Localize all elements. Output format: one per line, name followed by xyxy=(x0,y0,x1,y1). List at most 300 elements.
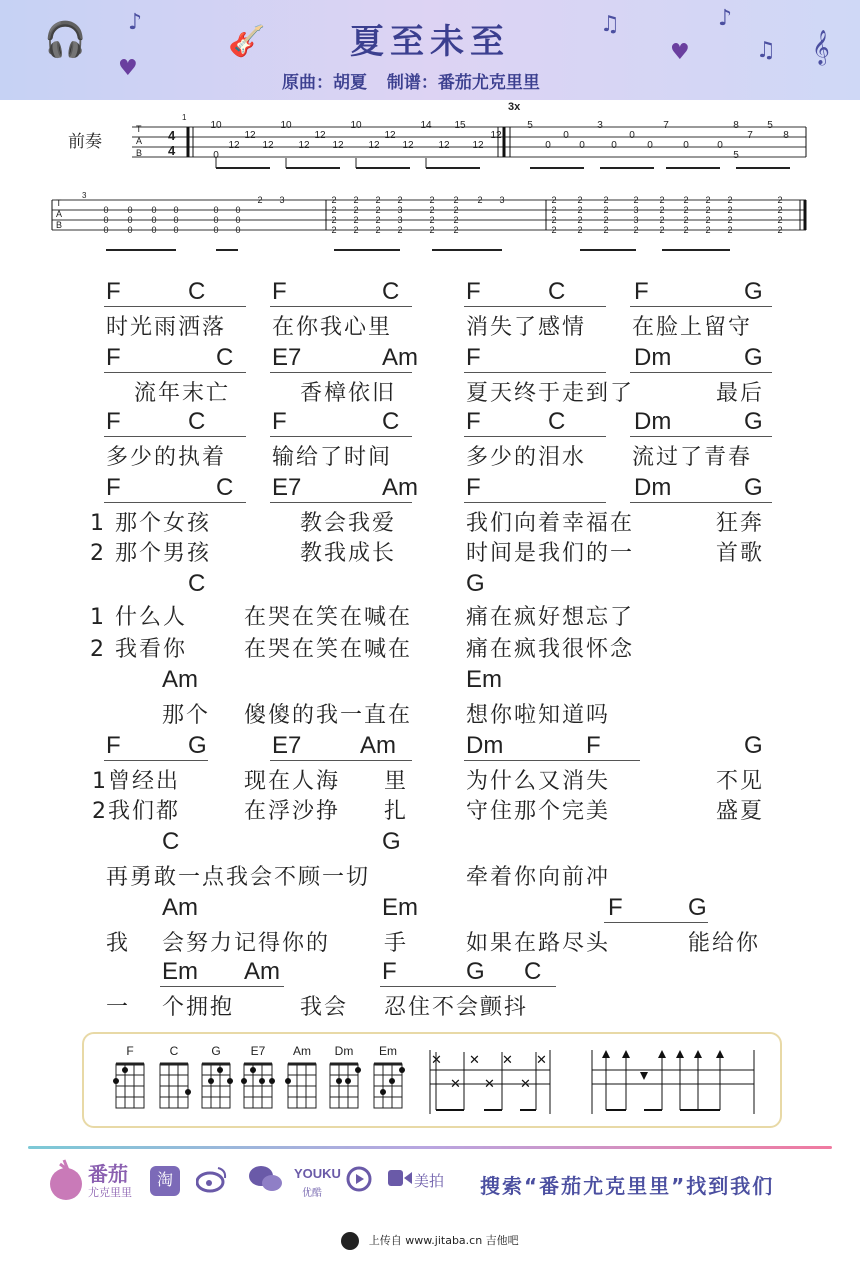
chord-label: C xyxy=(216,474,234,501)
svg-text:A: A xyxy=(56,209,63,219)
chord-label: G xyxy=(744,474,763,501)
lyric-line: 狂奔 xyxy=(716,511,765,536)
svg-text:2: 2 xyxy=(429,215,435,225)
chord-label: F xyxy=(608,894,623,921)
svg-text:2: 2 xyxy=(331,195,337,205)
taobao-icon[interactable]: 淘 xyxy=(150,1166,180,1196)
music-note-icon: ♪ xyxy=(128,10,143,35)
svg-text:2: 2 xyxy=(777,205,783,215)
svg-text:2: 2 xyxy=(777,225,783,235)
intro-label: 前奏 xyxy=(68,132,102,152)
arranger-credit: 制谱：番茄尤克里里 xyxy=(386,73,540,93)
svg-text:2: 2 xyxy=(683,225,689,235)
svg-text:14: 14 xyxy=(420,120,432,131)
tab-clef-row1 xyxy=(136,124,176,158)
strum-arrows xyxy=(602,1050,724,1080)
chord-label: G xyxy=(744,278,763,305)
svg-text:2: 2 xyxy=(683,215,689,225)
lyric-line: 傻傻的我一直在 xyxy=(244,703,413,728)
lyric-line: 为什么又消失 xyxy=(466,769,611,794)
svg-text:0: 0 xyxy=(103,215,109,225)
lyric-line: 守住那个完美 xyxy=(466,799,611,824)
youku-logo[interactable]: YOUKU xyxy=(294,1166,341,1181)
chord-underline xyxy=(630,502,772,503)
svg-text:3: 3 xyxy=(279,195,285,205)
chord-label: F xyxy=(106,278,121,305)
lyric-line: 流年末亡 xyxy=(134,381,231,406)
svg-text:B: B xyxy=(136,148,143,158)
svg-text:5: 5 xyxy=(767,120,773,131)
svg-text:12: 12 xyxy=(438,140,450,151)
svg-text:2: 2 xyxy=(453,225,459,235)
footer-divider xyxy=(28,1146,832,1149)
chord-underline xyxy=(630,306,772,307)
svg-text:2: 2 xyxy=(577,225,583,235)
lyric-line: 如果在路尽头 xyxy=(466,931,611,956)
svg-text:A: A xyxy=(136,136,143,146)
svg-text:2: 2 xyxy=(705,225,711,235)
lyric-line: 里 xyxy=(384,769,409,794)
chord-label: C xyxy=(548,278,566,305)
svg-text:12: 12 xyxy=(472,140,484,151)
svg-text:2: 2 xyxy=(429,205,435,215)
svg-text:0: 0 xyxy=(213,150,219,161)
svg-text:0: 0 xyxy=(235,205,241,215)
svg-text:0: 0 xyxy=(103,225,109,235)
chord-label: F xyxy=(466,278,481,305)
svg-text:3: 3 xyxy=(633,215,639,225)
chord-label: Am xyxy=(382,344,418,371)
lyric-line: 痛在疯好想忘了 xyxy=(466,605,635,630)
svg-text:12: 12 xyxy=(244,130,256,141)
svg-text:2: 2 xyxy=(397,195,403,205)
youku-label: 优酷 xyxy=(302,1188,322,1199)
svg-text:4: 4 xyxy=(168,128,176,143)
chord-label: C xyxy=(162,828,180,855)
chord-label: C xyxy=(188,278,206,305)
svg-text:12: 12 xyxy=(368,140,380,151)
chord-underline xyxy=(630,372,772,373)
chord-label: G xyxy=(744,408,763,435)
chord-label: F xyxy=(106,732,121,759)
upload-credit: 上传自 www.jitaba.cn 吉他吧 xyxy=(0,1232,860,1250)
svg-text:2: 2 xyxy=(603,205,609,215)
svg-text:2: 2 xyxy=(453,205,459,215)
svg-text:12: 12 xyxy=(314,130,326,141)
svg-text:2: 2 xyxy=(727,215,733,225)
chord-label: C xyxy=(216,344,234,371)
chord-underline xyxy=(270,306,412,307)
svg-text:2: 2 xyxy=(331,225,337,235)
svg-text:2: 2 xyxy=(727,195,733,205)
chord-label: F xyxy=(272,408,287,435)
chord-diagrams-graphic xyxy=(84,1034,780,1126)
lyric-line: 在哭在笑在喊在 xyxy=(244,605,413,630)
svg-text:12: 12 xyxy=(384,130,396,141)
svg-text:2: 2 xyxy=(429,195,435,205)
lyric-line: 想你啦知道吗 xyxy=(466,703,611,728)
svg-text:2: 2 xyxy=(577,195,583,205)
music-note-icon: ♫ xyxy=(756,38,776,63)
svg-text:✕: ✕ xyxy=(502,1053,513,1068)
lyric-line: 会努力记得你的 xyxy=(162,931,331,956)
lyric-line: 我们向着幸福在 xyxy=(466,511,635,536)
svg-text:12: 12 xyxy=(228,140,240,151)
svg-text:2: 2 xyxy=(727,205,733,215)
svg-text:2: 2 xyxy=(659,225,665,235)
svg-text:0: 0 xyxy=(213,225,219,235)
lyric-line: 痛在疯我很怀念 xyxy=(466,637,635,662)
treble-clef-icon: 𝄞 xyxy=(812,30,830,65)
chord-underline xyxy=(630,436,772,437)
svg-text:2: 2 xyxy=(777,195,783,205)
svg-text:2: 2 xyxy=(453,195,459,205)
svg-text:2: 2 xyxy=(633,225,639,235)
svg-text:2: 2 xyxy=(633,195,639,205)
music-note-icon: ♪ xyxy=(718,6,733,31)
chord-label: G xyxy=(744,344,763,371)
chord-label: Dm xyxy=(634,474,672,501)
svg-text:8: 8 xyxy=(783,130,789,141)
svg-text:12: 12 xyxy=(490,130,502,141)
measure-number: 1 xyxy=(182,113,187,122)
chord-label: C xyxy=(188,408,206,435)
svg-text:0: 0 xyxy=(213,215,219,225)
chord-label: Em xyxy=(382,894,418,921)
chord-label: Am xyxy=(382,474,418,501)
measure-number: 3 xyxy=(82,191,87,200)
chord-label: G xyxy=(188,732,207,759)
chord-label: F xyxy=(466,474,481,501)
chord-label: Am xyxy=(360,732,396,759)
chord-label: Am xyxy=(244,958,280,985)
lyric-line: 2我们都 xyxy=(92,799,180,824)
lyric-line: 在浮沙挣 xyxy=(244,799,341,824)
svg-text:2: 2 xyxy=(603,195,609,205)
lyric-line: 在你我心里 xyxy=(272,315,393,340)
video-icon[interactable] xyxy=(388,1168,412,1188)
brand-subtitle: 尤克里里 xyxy=(88,1187,132,1199)
svg-text:✕: ✕ xyxy=(536,1053,547,1068)
chord-underline xyxy=(104,502,246,503)
svg-text:2: 2 xyxy=(429,225,435,235)
svg-text:2: 2 xyxy=(551,225,557,235)
svg-text:0: 0 xyxy=(151,205,157,215)
svg-text:2: 2 xyxy=(375,195,381,205)
svg-text:0: 0 xyxy=(151,215,157,225)
ukulele-icon: 🎸 xyxy=(228,24,266,59)
svg-text:0: 0 xyxy=(151,225,157,235)
svg-text:2: 2 xyxy=(683,205,689,215)
svg-text:2: 2 xyxy=(577,205,583,215)
svg-text:2: 2 xyxy=(551,215,557,225)
svg-text:0: 0 xyxy=(127,215,133,225)
chord-chart: F C G E7 Am Dm Em ✕ ✕ ✕ ✕ ✕ ✕ ✕ xyxy=(82,1032,782,1128)
svg-text:T: T xyxy=(136,124,142,134)
svg-text:✕: ✕ xyxy=(469,1053,480,1068)
svg-text:0: 0 xyxy=(173,215,179,225)
ukulele-tab xyxy=(0,100,860,260)
lyric-line: 1 什么人 xyxy=(90,605,187,630)
chord-label: E7 xyxy=(272,474,302,501)
svg-text:0: 0 xyxy=(127,225,133,235)
lyric-line: 忍住不会颤抖 xyxy=(384,995,529,1020)
svg-text:4: 4 xyxy=(168,143,176,158)
lyric-line: 教会我爱 xyxy=(300,511,397,536)
svg-text:2: 2 xyxy=(727,225,733,235)
chord-underline xyxy=(464,436,606,437)
svg-text:0: 0 xyxy=(563,130,569,141)
heart-icon: ♥ xyxy=(670,40,690,65)
header-banner xyxy=(0,0,860,100)
lyric-line: 牵着你向前冲 xyxy=(466,865,611,890)
tomato-logo-icon xyxy=(46,1156,86,1202)
lyric-line: 香樟依旧 xyxy=(300,381,397,406)
svg-text:0: 0 xyxy=(127,205,133,215)
lyric-line: 我会 xyxy=(300,995,349,1020)
svg-text:0: 0 xyxy=(611,140,617,151)
svg-text:✕: ✕ xyxy=(520,1077,531,1092)
svg-text:0: 0 xyxy=(173,225,179,235)
lyric-line: 盛夏 xyxy=(716,799,765,824)
svg-text:2: 2 xyxy=(777,215,783,225)
svg-text:2: 2 xyxy=(353,205,359,215)
lyric-line: 在哭在笑在喊在 xyxy=(244,637,413,662)
svg-text:0: 0 xyxy=(545,140,551,151)
chord-label: Dm xyxy=(466,732,504,759)
svg-text:7: 7 xyxy=(663,120,669,131)
svg-text:0: 0 xyxy=(213,205,219,215)
svg-text:0: 0 xyxy=(579,140,585,151)
chord-label: C xyxy=(382,408,400,435)
svg-text:2: 2 xyxy=(551,205,557,215)
strum-pattern-2 xyxy=(592,1050,754,1114)
svg-text:2: 2 xyxy=(705,215,711,225)
lyric-line: 夏天终于走到了 xyxy=(466,381,635,406)
svg-text:3: 3 xyxy=(633,205,639,215)
rhythm-stems-row1 xyxy=(216,158,790,168)
lyric-line: 扎 xyxy=(384,799,409,824)
lyric-line: 个拥抱 xyxy=(162,995,235,1020)
lyric-line: 时光雨洒落 xyxy=(106,315,227,340)
svg-text:12: 12 xyxy=(332,140,344,151)
svg-text:0: 0 xyxy=(717,140,723,151)
svg-text:2: 2 xyxy=(353,225,359,235)
svg-text:3: 3 xyxy=(397,205,403,215)
lyric-line: 2 我看你 xyxy=(90,637,187,662)
tab-numbers-row1 xyxy=(210,120,789,161)
lyric-line: 手 xyxy=(384,931,409,956)
svg-text:2: 2 xyxy=(705,195,711,205)
svg-text:15: 15 xyxy=(454,120,466,131)
chord-label: F xyxy=(466,408,481,435)
headphone-icon: 🎧 xyxy=(44,20,87,60)
chord-label: F xyxy=(466,344,481,371)
svg-text:8: 8 xyxy=(733,120,739,131)
repeat-mark: 3x xyxy=(508,101,521,113)
svg-text:0: 0 xyxy=(647,140,653,151)
chord-label: C xyxy=(382,278,400,305)
chord-label: F xyxy=(106,408,121,435)
svg-text:2: 2 xyxy=(353,195,359,205)
chord-label: F xyxy=(586,732,601,759)
music-note-icon: ♫ xyxy=(600,12,620,37)
lyric-line: 最后 xyxy=(716,381,765,406)
chord-label: F xyxy=(382,958,397,985)
svg-text:2: 2 xyxy=(659,205,665,215)
play-icon[interactable] xyxy=(346,1166,372,1192)
svg-text:2: 2 xyxy=(375,205,381,215)
svg-text:2: 2 xyxy=(397,225,403,235)
lyric-line: 再勇敢一点我会不顾一切 xyxy=(106,865,371,890)
chord-label: Dm xyxy=(634,408,672,435)
svg-text:2: 2 xyxy=(331,215,337,225)
svg-text:2: 2 xyxy=(375,215,381,225)
chord-underline xyxy=(270,372,412,373)
lyric-line: 2 那个男孩 xyxy=(90,541,211,566)
chord-label: C xyxy=(548,408,566,435)
svg-text:✕: ✕ xyxy=(431,1053,442,1068)
page-title: 夏至未至 xyxy=(350,22,510,62)
original-credit: 原曲：胡夏 xyxy=(282,73,367,93)
svg-text:2: 2 xyxy=(577,215,583,225)
svg-text:2: 2 xyxy=(375,225,381,235)
svg-text:2: 2 xyxy=(705,205,711,215)
svg-text:2: 2 xyxy=(659,195,665,205)
tab-staff xyxy=(0,100,860,260)
strum-marks xyxy=(431,1053,547,1092)
lyric-line: 1曾经出 xyxy=(92,769,180,794)
chord-underline xyxy=(104,436,246,437)
svg-text:0: 0 xyxy=(235,215,241,225)
svg-text:✕: ✕ xyxy=(484,1077,495,1092)
svg-text:5: 5 xyxy=(733,150,739,161)
chord-underline xyxy=(104,760,208,761)
song-credits xyxy=(282,68,554,93)
chord-label: F xyxy=(634,278,649,305)
svg-text:12: 12 xyxy=(402,140,414,151)
svg-text:0: 0 xyxy=(235,225,241,235)
lyric-line: 我 xyxy=(106,931,131,956)
chord-label: C xyxy=(524,958,542,985)
chord-underline xyxy=(104,306,246,307)
heart-icon: ♥ xyxy=(118,56,138,81)
chord-label: Dm xyxy=(634,344,672,371)
svg-text:3: 3 xyxy=(597,120,603,131)
chord-label: Am xyxy=(162,894,198,921)
brand-name: 番茄 xyxy=(88,1164,128,1186)
chord-underline xyxy=(270,436,412,437)
svg-text:2: 2 xyxy=(453,215,459,225)
meipai-label[interactable]: 美拍 xyxy=(414,1173,445,1190)
svg-text:2: 2 xyxy=(659,215,665,225)
svg-text:7: 7 xyxy=(747,130,753,141)
lyric-line: 在脸上留守 xyxy=(632,315,753,340)
svg-text:2: 2 xyxy=(603,215,609,225)
tab-clef-row2 xyxy=(56,198,62,230)
chord-label: Em xyxy=(466,666,502,693)
chord-label: Am xyxy=(162,666,198,693)
svg-text:2: 2 xyxy=(603,225,609,235)
svg-text:2: 2 xyxy=(477,195,483,205)
svg-text:10: 10 xyxy=(350,120,362,131)
chord-underline xyxy=(464,760,640,761)
lyric-line: 教我成长 xyxy=(300,541,397,566)
chord-label: G xyxy=(466,958,485,985)
lyric-line: 能给你 xyxy=(688,931,761,956)
lyric-line: 输给了时间 xyxy=(272,445,393,470)
chord-underline xyxy=(464,372,606,373)
search-prompt: 搜索“番茄尤克里里”找到我们 xyxy=(480,1174,775,1198)
svg-text:✕: ✕ xyxy=(450,1077,461,1092)
svg-text:2: 2 xyxy=(353,215,359,225)
lyric-line: 那个 xyxy=(162,703,211,728)
svg-text:5: 5 xyxy=(527,120,533,131)
chord-underline xyxy=(380,986,556,987)
chord-underline xyxy=(270,502,412,503)
svg-text:12: 12 xyxy=(298,140,310,151)
lyric-line: 多少的泪水 xyxy=(466,445,587,470)
chord-label: E7 xyxy=(272,732,302,759)
lyric-line: 时间是我们的一 xyxy=(466,541,635,566)
lyric-line: 不见 xyxy=(716,769,765,794)
chord-underline xyxy=(160,986,284,987)
chord-label: F xyxy=(106,474,121,501)
lyric-line: 1 那个女孩 xyxy=(90,511,211,536)
chord-underline xyxy=(104,372,246,373)
svg-text:2: 2 xyxy=(257,195,263,205)
svg-text:T: T xyxy=(56,198,62,208)
chord-underline xyxy=(270,760,412,761)
chord-label: Em xyxy=(162,958,198,985)
svg-text:2: 2 xyxy=(683,195,689,205)
svg-text:0: 0 xyxy=(173,205,179,215)
svg-text:10: 10 xyxy=(210,120,222,131)
lyric-line: 消失了感情 xyxy=(466,315,587,340)
lyric-line: 一 xyxy=(106,995,131,1020)
svg-text:3: 3 xyxy=(397,215,403,225)
chord-underline xyxy=(464,502,606,503)
svg-text:0: 0 xyxy=(103,205,109,215)
lyric-line: 多少的执着 xyxy=(106,445,227,470)
chord-label: G xyxy=(688,894,707,921)
lyric-line: 首歌 xyxy=(716,541,765,566)
chord-underline xyxy=(604,922,708,923)
svg-text:10: 10 xyxy=(280,120,292,131)
chord-label: F xyxy=(272,278,287,305)
lyric-line: 流过了青春 xyxy=(632,445,753,470)
wechat-icon[interactable] xyxy=(248,1164,284,1194)
svg-text:12: 12 xyxy=(262,140,274,151)
chord-label: G xyxy=(744,732,763,759)
chord-label: F xyxy=(106,344,121,371)
svg-text:3: 3 xyxy=(499,195,505,205)
chord-label: G xyxy=(466,570,485,597)
svg-text:0: 0 xyxy=(629,130,635,141)
weibo-icon[interactable] xyxy=(196,1164,226,1194)
chord-label: G xyxy=(382,828,401,855)
svg-text:B: B xyxy=(56,220,63,230)
chord-underline xyxy=(464,306,606,307)
svg-text:2: 2 xyxy=(551,195,557,205)
svg-text:0: 0 xyxy=(683,140,689,151)
guitar-logo-icon xyxy=(341,1232,359,1250)
chord-label: C xyxy=(188,570,206,597)
lyric-line: 现在人海 xyxy=(244,769,341,794)
chord-label: E7 xyxy=(272,344,302,371)
tab-numbers-row2 xyxy=(103,195,782,235)
svg-text:2: 2 xyxy=(331,205,337,215)
